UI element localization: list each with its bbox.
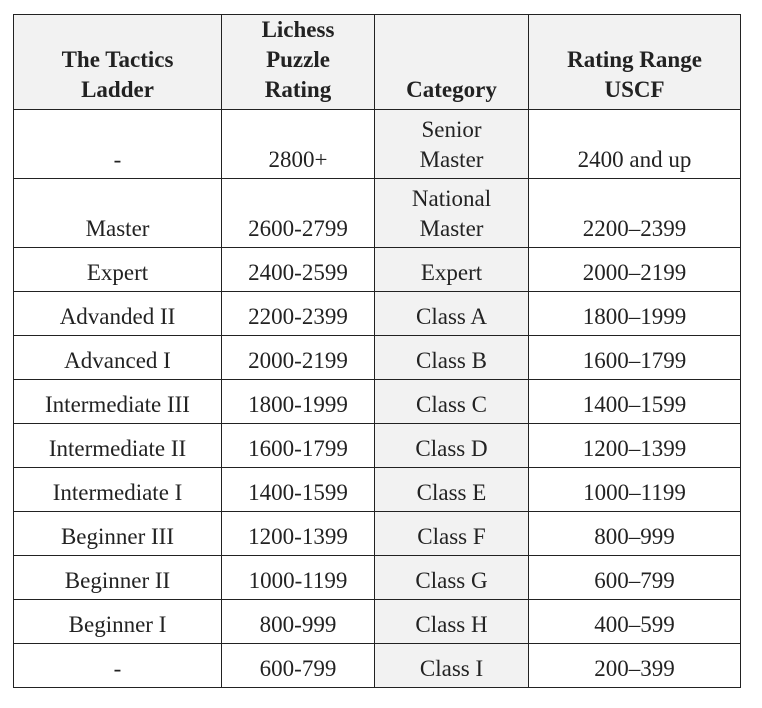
cell-tactics-ladder: Expert — [14, 248, 222, 292]
cell-uscf-range: 2400 and up — [529, 110, 741, 179]
cell-category: Expert — [375, 248, 529, 292]
cell-category: National Master — [375, 179, 529, 248]
cell-lichess-rating: 2000-2199 — [222, 336, 375, 380]
cell-category: Class G — [375, 556, 529, 600]
header-category: Category — [375, 15, 529, 110]
header-lichess-puzzle-rating: Lichess Puzzle Rating — [222, 15, 375, 110]
rating-table-container — [13, 14, 741, 688]
cell-tactics-ladder: - — [14, 644, 222, 688]
cell-category: Class I — [375, 644, 529, 688]
cell-category: Class B — [375, 336, 529, 380]
table-row — [14, 600, 741, 644]
cell-uscf-range: 800–999 — [529, 512, 741, 556]
cell-category: Class C — [375, 380, 529, 424]
cell-category: Class D — [375, 424, 529, 468]
table-row — [14, 292, 741, 336]
cell-uscf-range: 600–799 — [529, 556, 741, 600]
cell-tactics-ladder: Master — [14, 179, 222, 248]
table-row — [14, 248, 741, 292]
cell-tactics-ladder: Beginner I — [14, 600, 222, 644]
cell-tactics-ladder: Beginner II — [14, 556, 222, 600]
cell-tactics-ladder: Beginner III — [14, 512, 222, 556]
cell-category: Class E — [375, 468, 529, 512]
table-body — [14, 110, 741, 688]
cell-category: Senior Master — [375, 110, 529, 179]
cell-lichess-rating: 800-999 — [222, 600, 375, 644]
cell-uscf-range: 2000–2199 — [529, 248, 741, 292]
cell-tactics-ladder: Advanded II — [14, 292, 222, 336]
cell-lichess-rating: 600-799 — [222, 644, 375, 688]
cell-uscf-range: 1600–1799 — [529, 336, 741, 380]
cell-lichess-rating: 2800+ — [222, 110, 375, 179]
table-header-row — [14, 15, 741, 110]
header-tactics-ladder: The Tactics Ladder — [14, 15, 222, 110]
cell-uscf-range: 2200–2399 — [529, 179, 741, 248]
table-row — [14, 179, 741, 248]
table-row — [14, 380, 741, 424]
cell-lichess-rating: 1400-1599 — [222, 468, 375, 512]
table-row — [14, 110, 741, 179]
cell-tactics-ladder: Advanced I — [14, 336, 222, 380]
cell-tactics-ladder: Intermediate II — [14, 424, 222, 468]
rating-comparison-table — [13, 14, 741, 688]
table-row — [14, 424, 741, 468]
cell-category: Class A — [375, 292, 529, 336]
cell-lichess-rating: 2200-2399 — [222, 292, 375, 336]
cell-tactics-ladder: Intermediate III — [14, 380, 222, 424]
cell-tactics-ladder: Intermediate I — [14, 468, 222, 512]
cell-lichess-rating: 1800-1999 — [222, 380, 375, 424]
table-row — [14, 556, 741, 600]
cell-uscf-range: 1200–1399 — [529, 424, 741, 468]
cell-tactics-ladder: - — [14, 110, 222, 179]
cell-uscf-range: 200–399 — [529, 644, 741, 688]
cell-category: Class H — [375, 600, 529, 644]
cell-lichess-rating: 1000-1199 — [222, 556, 375, 600]
table-row — [14, 644, 741, 688]
table-row — [14, 512, 741, 556]
cell-category: Class F — [375, 512, 529, 556]
table-row — [14, 336, 741, 380]
cell-lichess-rating: 2400-2599 — [222, 248, 375, 292]
cell-lichess-rating: 2600-2799 — [222, 179, 375, 248]
cell-uscf-range: 400–599 — [529, 600, 741, 644]
cell-uscf-range: 1400–1599 — [529, 380, 741, 424]
cell-uscf-range: 1800–1999 — [529, 292, 741, 336]
cell-lichess-rating: 1600-1799 — [222, 424, 375, 468]
cell-uscf-range: 1000–1199 — [529, 468, 741, 512]
header-rating-range-uscf: Rating Range USCF — [529, 15, 741, 110]
cell-lichess-rating: 1200-1399 — [222, 512, 375, 556]
table-row — [14, 468, 741, 512]
